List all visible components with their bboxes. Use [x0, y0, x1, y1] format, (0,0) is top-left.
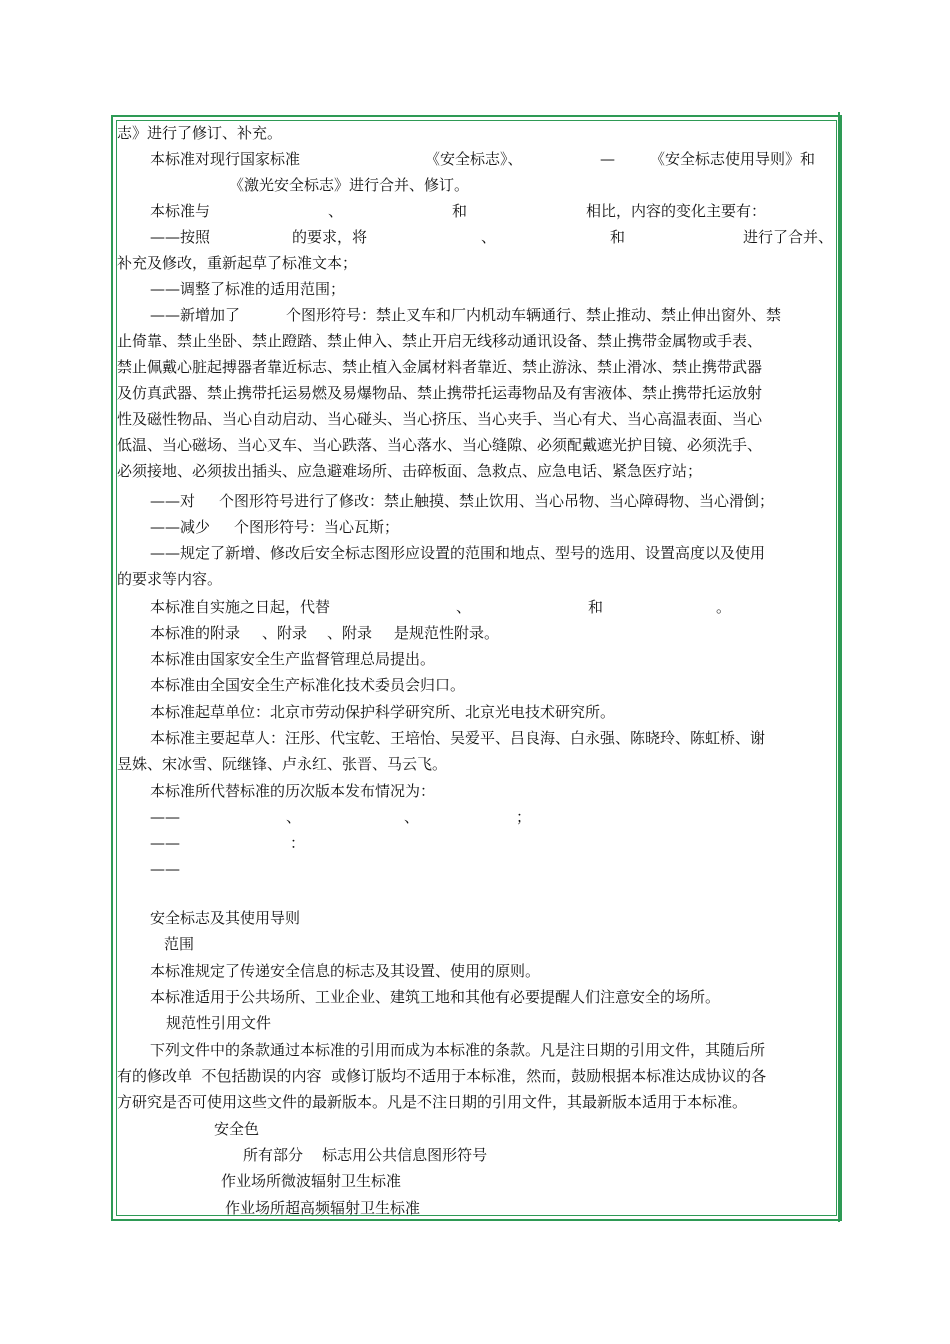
text-line: 志》进行了修订、补充。: [117, 124, 283, 142]
text-line: ——: [150, 808, 180, 826]
text-line: 相比，内容的变化主要有：: [586, 202, 767, 220]
text-line: 禁止佩戴心脏起搏器者靠近标志、禁止植入金属材料者靠近、禁止游泳、禁止滑冰、禁止携带武器: [117, 358, 763, 376]
text-line: 下列文件中的条款通过本标准的引用而成为本标准的条款。凡是注日期的引用文件，其随后所: [150, 1041, 766, 1059]
text-line: 本标准起草单位：北京市劳动保护科学研究所、北京光电技术研究所。: [150, 703, 616, 721]
text-line: 《激光安全标志》进行合并、修订。: [229, 176, 470, 194]
text-line: 和: [610, 228, 626, 246]
text-line: 安全标志及其使用导则: [150, 909, 301, 927]
text-line: 性及磁性物品、当心自动启动、当心碰头、当心挤压、当心夹手、当心有犬、当心高温表面、当心: [117, 410, 763, 428]
text-line: 是规范性附录。: [394, 624, 500, 642]
text-line: 本标准适用于公共场所、工业企业、建筑工地和其他有必要提醒人们注意安全的场所。: [150, 988, 721, 1006]
text-line: 止倚靠、禁止坐卧、禁止蹬踏、禁止伸入、禁止开启无线移动通讯设备、禁止携带金属物或手表、: [117, 332, 763, 350]
text-line: 本标准主要起草人：汪彤、代宝乾、王培怡、吴爱平、吕良海、白永强、陈晓玲、陈虹桥、谢: [150, 729, 766, 747]
text-line: ；: [516, 808, 532, 826]
text-line: 昱姝、宋冰雪、阮继锋、卢永红、张晋、马云飞。: [117, 755, 448, 773]
text-line: 安全色: [214, 1120, 260, 1138]
text-line: 的要求，将: [292, 228, 368, 246]
text-line: ——减少: [150, 518, 211, 536]
text-line: 有的修改单 不包括勘误的内容 或修订版均不适用于本标准，然而，鼓励根据本标准达成协议的各: [117, 1067, 767, 1085]
text-line: 本标准自实施之日起，代替: [150, 598, 331, 616]
text-line: 本标准规定了传递安全信息的标志及其设置、使用的原则。: [150, 962, 541, 980]
text-line: 个图形符号：当心瓦斯；: [234, 518, 400, 536]
text-line: 、附录: [327, 624, 373, 642]
text-line: 作业场所超高频辐射卫生标准: [225, 1199, 421, 1217]
text-line: ——调整了标准的适用范围；: [150, 280, 346, 298]
text-line: 、: [328, 202, 344, 220]
text-line: ——对: [150, 492, 196, 510]
text-line: 和: [588, 598, 604, 616]
text-line: 个图形符号：禁止叉车和厂内机动车辆通行、禁止推动、禁止伸出窗外、禁: [286, 306, 782, 324]
text-line: 本标准与: [150, 202, 211, 220]
text-line: 本标准的附录: [150, 624, 241, 642]
text-line: 、附录: [262, 624, 308, 642]
text-line: 低温、当心磁场、当心叉车、当心跌落、当心落水、当心缝隙、必须配戴遮光护目镜、必须洗手、: [117, 436, 763, 454]
text-line: 、: [456, 598, 472, 616]
text-line: 个图形符号进行了修改：禁止触摸、禁止饮用、当心吊物、当心障碍物、当心滑倒；: [219, 492, 775, 510]
text-line: 本标准对现行国家标准: [150, 150, 301, 168]
text-line: ：: [290, 834, 306, 852]
text-line: 和: [452, 202, 468, 220]
text-line: 必须接地、必须拔出插头、应急避难场所、击碎板面、急救点、应急电话、紧急医疗站；: [117, 462, 703, 480]
text-line: 、: [481, 228, 497, 246]
text-line: 本标准由国家安全生产监督管理总局提出。: [150, 650, 436, 668]
text-line: 及仿真武器、禁止携带托运易燃及易爆物品、禁止携带托运毒物品及有害液体、禁止携带托运放射: [117, 384, 763, 402]
text-line: ——新增加了: [150, 306, 241, 324]
text-line: —: [600, 150, 615, 168]
text-line: 本标准由全国安全生产标准化技术委员会归口。: [150, 676, 466, 694]
text-line: 、: [404, 808, 420, 826]
text-line: 范围: [164, 935, 195, 953]
text-line: 规范性引用文件: [166, 1014, 272, 1032]
text-line: ——按照: [150, 228, 211, 246]
text-line: 补充及修改，重新起草了标准文本；: [117, 254, 358, 272]
text-line: 本标准所代替标准的历次版本发布情况为：: [150, 782, 436, 800]
text-line: ——: [150, 860, 180, 878]
text-line: 进行了合并、: [743, 228, 834, 246]
text-line: 作业场所微波辐射卫生标准: [221, 1172, 402, 1190]
text-line: 《安全标志》、: [425, 150, 523, 168]
text-line: 的要求等内容。: [117, 570, 223, 588]
text-line: 。: [716, 598, 732, 616]
text-line: 所有部分 标志用公共信息图形符号: [243, 1146, 488, 1164]
text-line: 方研究是否可使用这些文件的最新版本。凡是不注日期的引用文件，其最新版本适用于本标准。: [117, 1093, 748, 1111]
text-line: 、: [286, 808, 302, 826]
text-line: ——: [150, 834, 180, 852]
text-line: 《安全标志使用导则》和: [650, 150, 816, 168]
page-border-right-accent: [838, 112, 840, 1222]
text-line: ——规定了新增、修改后安全标志图形应设置的范围和地点、型号的选用、设置高度以及使用: [150, 544, 766, 562]
